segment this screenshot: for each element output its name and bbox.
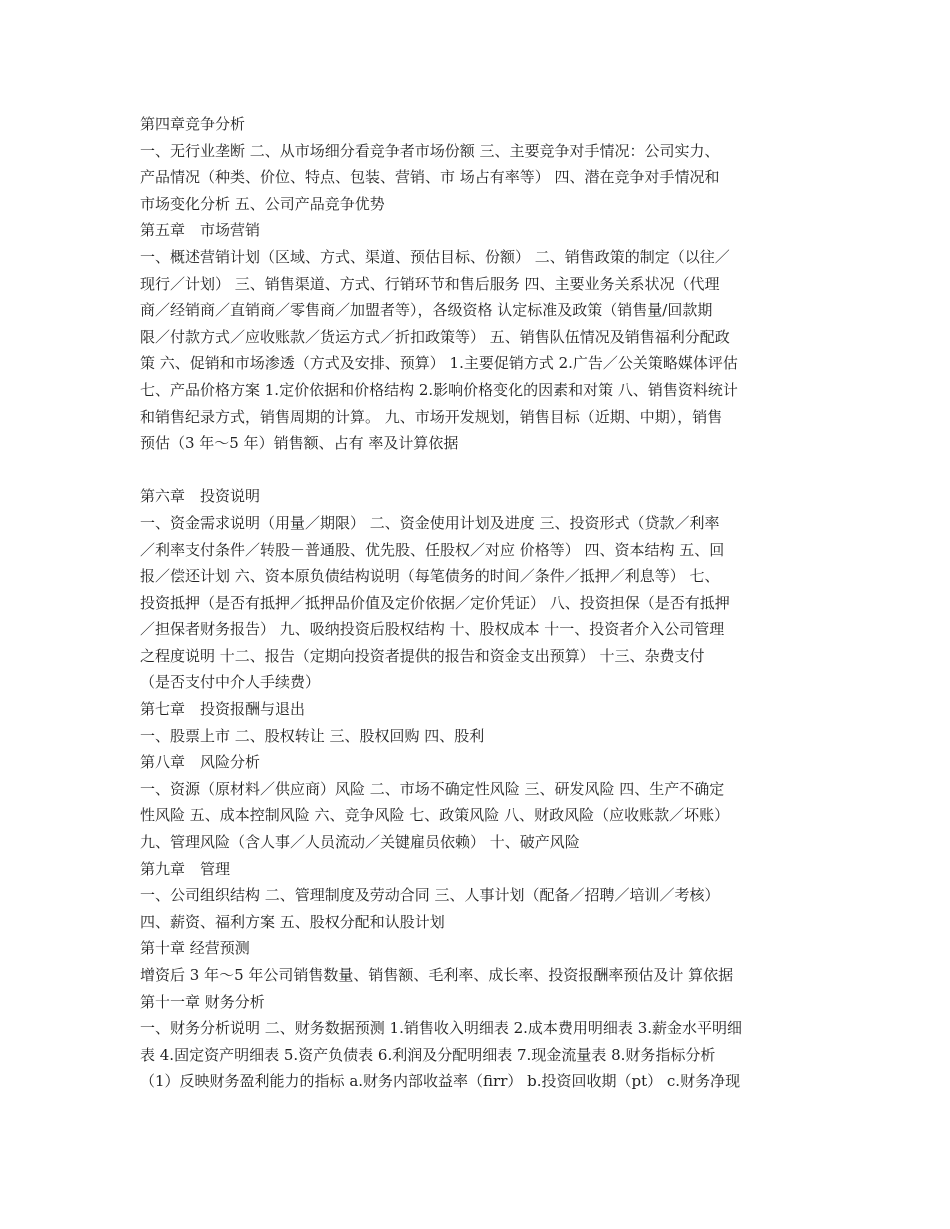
chapter-10-heading: 第十章 经营预测: [140, 939, 250, 958]
paragraph-line: 预估（3 年～5 年）销售额、占有 率及计算依据: [140, 434, 459, 453]
paragraph-line: 一、公司组织结构 二、管理制度及劳动合同 三、人事计划（配备／招聘／培训／考核）: [140, 886, 720, 905]
paragraph-line: 一、股票上市 二、股权转让 三、股权回购 四、股利: [140, 726, 485, 745]
paragraph-line: 一、资金需求说明（用量／期限） 二、资金使用计划及进度 三、投资形式（贷款／利率: [140, 513, 720, 532]
paragraph-line: 之程度说明 十二、报告（定期向投资者提供的报告和资金支出预算） 十三、杂费支付: [140, 646, 705, 665]
chapter-6-heading: 第六章 投资说明: [140, 487, 261, 506]
paragraph-line: 策 六、促销和市场渗透（方式及安排、预算） 1.主要促销方式 2.广告／公关策略媒体评估: [140, 354, 738, 373]
paragraph-line: 一、财务分析说明 二、财务数据预测 1.销售收入明细表 2.成本费用明细表 3.薪金水平明细: [140, 1019, 743, 1038]
chapter-9-heading: 第九章 管理: [140, 859, 231, 878]
paragraph-line: 性风险 五、成本控制风险 六、竞争风险 七、政策风险 八、财政风险（应收账款／坏账）: [140, 806, 730, 825]
paragraph-line: 表 4.固定资产明细表 5.资产负债表 6.利润及分配明细表 7.现金流量表 8.财务指标分析: [140, 1045, 716, 1064]
paragraph-line: 现行／计划） 三、销售渠道、方式、行销环节和售后服务 四、主要业务关系状况（代理: [140, 274, 720, 293]
chapter-5-heading: 第五章 市场营销: [140, 221, 261, 240]
paragraph-line: （是否支付中介人手续费）: [140, 673, 321, 692]
document-body: [140, 111, 812, 1095]
paragraph-line: （1）反映财务盈利能力的指标 a.财务内部收益率（firr） b.投资回收期（pt） c.财务净现: [140, 1072, 741, 1091]
paragraph-line: 和销售纪录方式，销售周期的计算。 九、市场开发规划，销售目标（近期、中期），销售: [140, 407, 723, 426]
paragraph-line: ／担保者财务报告） 九、吸纳投资后股权结构 十、股权成本 十一、投资者介入公司管理: [140, 620, 725, 639]
paragraph-line: 报／偿还计划 六、资本原负债结构说明（每笔债务的时间／条件／抵押／利息等） 七、: [140, 567, 720, 586]
paragraph-line: ／利率支付条件／转股－普通股、优先股、任股权／对应 价格等） 四、资本结构 五、回: [140, 540, 725, 559]
paragraph-line: 产品情况（种类、价位、特点、包装、营销、市 场占有率等） 四、潜在竞争对手情况和: [140, 168, 720, 187]
paragraph-line: 九、管理风险（含人事／人员流动／关键雇员依赖） 十、破产风险: [140, 833, 580, 852]
paragraph-line: 七、产品价格方案 1.定价依据和价格结构 2.影响价格变化的因素和对策 八、销售资料统计: [140, 380, 738, 399]
chapter-7-heading: 第七章 投资报酬与退出: [140, 700, 306, 719]
paragraph-line: 增资后 3 年～5 年公司销售数量、销售额、毛利率、成长率、投资报酬率预估及计 算依据: [140, 966, 734, 984]
chapter-4-heading: 第四章竞争分析: [140, 115, 246, 133]
paragraph-line: 限／付款方式／应收账款／货运方式／折扣政策等） 五、销售队伍情况及销售福利分配政: [140, 327, 730, 346]
paragraph-line: 四、薪资、福利方案 五、股权分配和认股计划: [140, 912, 445, 931]
paragraph-line: 一、资源（原材料／供应商）风险 二、市场不确定性风险 三、研发风险 四、生产不确定: [140, 779, 725, 798]
paragraph-line: 市场变化分析 五、公司产品竞争优势: [140, 194, 385, 213]
chapter-11-heading: 第十一章 财务分析: [140, 992, 265, 1011]
paragraph-line: 一、无行业垄断 二、从市场细分看竞争者市场份额 三、主要竞争对手情况：公司实力、: [140, 141, 720, 160]
paragraph-line: 一、概述营销计划（区域、方式、渠道、预估目标、份额） 二、销售政策的制定（以往／: [140, 247, 730, 266]
paragraph-line: 商／经销商／直销商／零售商／加盟者等），各级资格 认定标准及政策（销售量/回款期: [140, 301, 713, 320]
chapter-8-heading: 第八章 风险分析: [140, 753, 261, 772]
blank-line: [140, 457, 812, 484]
paragraph-line: 投资抵押（是否有抵押／抵押品价值及定价依据／定价凭证） 八、投资担保（是否有抵押: [140, 593, 730, 612]
